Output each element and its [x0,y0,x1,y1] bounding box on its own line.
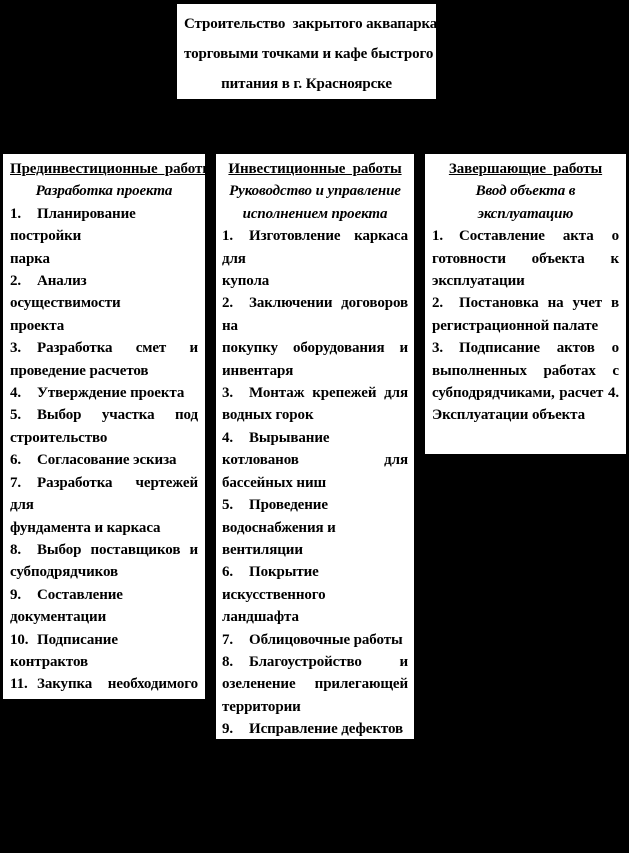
task-item [10,629,198,674]
task-list [432,225,619,427]
item-number: 5. [10,407,22,424]
task-line: 8. Благоустройство и [222,651,408,673]
task-item [222,651,408,718]
task-line: фундамента и каркаса [10,519,161,536]
task-line: 6. Покрытие искусственного [222,561,408,606]
task-line: 1. Изготовление каркаса для [222,225,408,270]
task-item [10,539,198,584]
project-title-box [176,3,448,100]
task-line: 6. Согласование эскиза [10,449,198,471]
item-number: 5. [222,497,234,514]
item-number: 1. [222,228,234,245]
item-number: 12. [222,833,241,850]
item-number: 1. [10,205,22,222]
task-line: 9. Исправление дефектов [222,718,408,740]
task-line: 3. Монтаж крепежей для [222,382,408,404]
task-item [222,494,408,561]
item-number: 3. [222,385,234,402]
item-number: 9. [222,721,234,738]
item-number: 4. [10,385,22,402]
item-number: 2. [432,295,444,312]
task-line: 10. Набор персонала [222,741,408,763]
item-number: 4. [222,429,234,446]
task-item [10,673,198,718]
task-line: политики [222,810,288,827]
task-line: озеленение прилегающей [222,676,408,693]
column-subtitle [222,180,408,225]
task-item [10,203,198,270]
item-number: 7. [10,474,22,491]
task-line: купола [222,273,270,290]
task-line: Эксплуатации объекта [432,407,586,424]
item-number: 11. [222,765,240,782]
task-line: 2. Анализ осуществимости [10,270,198,315]
task-item [432,292,619,337]
task-line: готовности объекта к [432,250,619,267]
task-line: 5. Проведение [222,494,408,516]
task-item [222,427,408,494]
task-item [10,382,198,404]
task-line: 8. Выбор поставщиков и [10,539,198,561]
task-line: проекта [10,317,65,334]
item-number: 6. [10,452,22,469]
task-item [222,561,408,628]
task-line: строительство [10,429,108,446]
task-item [432,337,619,427]
task-item [222,718,408,740]
task-line: водоснабжения и вентиляции [222,519,336,558]
task-line: 9. Составление документации [10,584,198,629]
title-line: торговыми точками и кафе быстрого [184,46,434,62]
task-line: покупку оборудования и [222,340,408,357]
column-header: Инвестиционные работы [228,161,402,177]
task-line: 1. Составление акта о [432,225,619,247]
column-subtitle [432,180,619,225]
task-line: инвентаря [222,362,294,379]
item-number: 3. [432,340,444,357]
task-item [10,404,198,449]
item-number: 10. [222,743,241,760]
task-line: субподрядчиков [10,564,118,581]
item-number: 2. [10,273,22,290]
column-subtitle-line: Ввод объекта в эксплуатацию [475,183,576,222]
task-item [10,270,198,337]
title-line: Строительство закрытого аквапарка с [184,16,448,32]
column-subtitle-line: исполнением проекта [242,205,388,222]
task-line: 7. Разработка чертежей для [10,472,198,517]
task-line: 2. Постановка на учет в [432,292,619,314]
title-line: питания в г. Красноярске [221,76,392,92]
task-line: 11. Закупка необходимого [10,673,198,695]
task-item [10,337,198,382]
task-item [222,763,408,830]
task-line: 5. Выбор участка под [10,404,198,426]
column-box-investment-works [215,153,415,850]
task-line: 3. Подписание актов о [432,337,619,359]
task-line: 11. Разработка маркетинговой [222,763,408,808]
task-line: водных горок [222,407,314,424]
task-line: парка [10,250,50,267]
task-line: эксплуатации [432,273,525,290]
task-item [222,292,408,382]
task-line: 4. Вырывание котлованов для [222,427,408,472]
task-list [222,225,408,852]
task-item [222,382,408,427]
column-subtitle-line: Разработка проекта [35,183,173,200]
column-box-completion-works [424,153,627,455]
item-number: 7. [222,631,234,648]
task-line: субподрядчиками, расчет 4. [432,385,619,402]
item-number: 11. [10,676,28,693]
task-item [10,449,198,471]
task-item [222,830,408,852]
task-line: 2. Заключении договоров на [222,292,408,337]
task-item [222,629,408,651]
task-line: 4. Утверждение проекта [10,382,198,404]
task-item [432,225,619,292]
task-line: территории [222,698,301,715]
task-line: бассейных ниш [222,474,327,491]
task-line: проведение расчетов [10,362,149,379]
item-number: 6. [222,564,234,581]
task-item [10,472,198,539]
column-subtitle [10,180,198,202]
column-subtitle-line: Руководство и управление [229,183,401,200]
task-item [10,584,198,629]
task-list [10,203,198,718]
column-header: Завершающие работы [448,161,603,177]
task-line: ландшафта [222,609,299,626]
task-item [222,741,408,763]
task-line: оборудования [10,698,102,715]
task-line: 3. Разработка смет и [10,337,198,359]
task-line: 10. Подписание контрактов [10,629,198,674]
column-box-preinvestment-works [2,153,214,715]
column-header: Прединвестиционные работы [10,161,214,177]
task-line: 7. Облицовочные работы [222,629,408,651]
item-number: 9. [10,586,22,603]
task-line: 1. Планирование постройки [10,203,198,248]
item-number: 8. [222,653,234,670]
task-line: регистрационной палате [432,317,599,334]
item-number: 1. [432,228,444,245]
task-item [222,225,408,292]
item-number: 10. [10,631,29,648]
item-number: 2. [222,295,234,312]
item-number: 8. [10,541,22,558]
task-line: выполненных работах с [432,362,619,379]
task-line: 12. Завершающие работы [222,830,408,852]
item-number: 3. [10,340,22,357]
